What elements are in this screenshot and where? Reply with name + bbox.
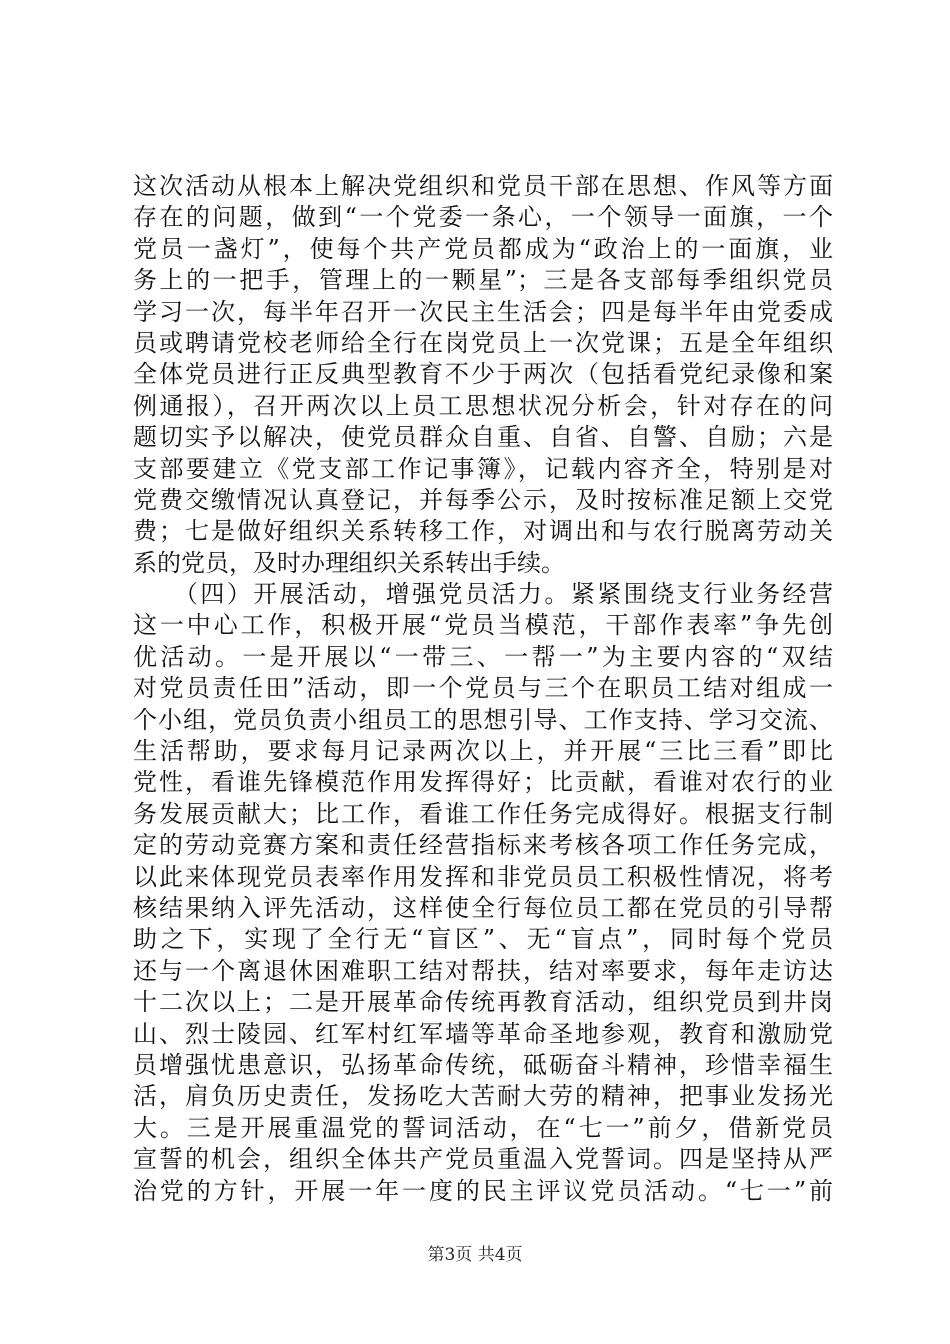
text-line: 定的劳动竞赛方案和责任经营指标来考核各项工作任务完成， bbox=[133, 831, 833, 860]
text-line: 优活动。一是开展以“一带三、一帮一”为主要内容的“双结 bbox=[133, 642, 833, 671]
text-line: 党员一盏灯”，使每个共产党员都成为“政治上的一面旗，业 bbox=[133, 234, 833, 263]
text-line: 治党的方针，开展一年一度的民主评议党员活动。“七一”前 bbox=[133, 1176, 833, 1205]
text-line: 员增强忧患意识，弘扬革命传统，砥砺奋斗精神，珍惜幸福生 bbox=[133, 1050, 833, 1079]
text-line: 务发展贡献大；比工作，看谁工作任务完成得好。根据支行制 bbox=[133, 799, 833, 828]
text-line: 生活帮助，要求每月记录两次以上，并开展“三比三看”即比 bbox=[133, 737, 833, 766]
paragraph-end-line: 系的党员，及时办理组织关系转出手续。 bbox=[133, 548, 565, 577]
text-line: 存在的问题，做到“一个党委一条心，一个领导一面旗，一个 bbox=[133, 203, 833, 232]
text-line: 十二次以上；二是开展革命传统再教育活动，组织党员到井岗 bbox=[133, 988, 833, 1017]
text-line: 宣誓的机会，组织全体共产党员重温入党誓词。四是坚持从严 bbox=[133, 1145, 833, 1174]
paragraph-start-line: （四）开展活动，增强党员活力。紧紧围绕支行业务经营 bbox=[133, 580, 833, 609]
body-text bbox=[133, 171, 833, 1207]
text-line: 这一中心工作，积极开展“党员当模范，干部作表率”争先创 bbox=[133, 611, 833, 640]
text-line: 全体党员进行正反典型教育不少于两次（包括看党纪录像和案 bbox=[133, 360, 833, 389]
text-line: 个小组，党员负责小组员工的思想引导、工作支持、学习交流、 bbox=[133, 705, 833, 734]
text-line: 题切实予以解决，使党员群众自重、自省、自警、自励；六是 bbox=[133, 423, 833, 452]
page-number-footer: 第3页 共4页 bbox=[427, 1245, 523, 1265]
text-line: 助之下，实现了全行无“盲区”、无“盲点”，同时每个党员 bbox=[133, 925, 833, 954]
text-line: 活，肩负历史责任，发扬吃大苦耐大劳的精神，把事业发扬光 bbox=[133, 1082, 833, 1111]
text-line: 学习一次，每半年召开一次民主生活会；四是每半年由党委成 bbox=[133, 297, 833, 326]
text-line: 对党员责任田”活动，即一个党员与三个在职员工结对组成一 bbox=[133, 674, 833, 703]
text-line: 员或聘请党校老师给全行在岗党员上一次党课；五是全年组织 bbox=[133, 328, 833, 357]
text-line: 大。三是开展重温党的誓词活动，在“七一”前夕，借新党员 bbox=[133, 1113, 833, 1142]
text-line: 以此来体现党员表率作用发挥和非党员员工积极性情况，将考 bbox=[133, 862, 833, 891]
text-line: 党费交缴情况认真登记，并每季公示，及时按标准足额上交党 bbox=[133, 485, 833, 514]
text-line: 例通报），召开两次以上员工思想状况分析会，针对存在的问 bbox=[133, 391, 833, 420]
text-line: 支部要建立《党支部工作记事簿》，记载内容齐全，特别是对 bbox=[133, 454, 833, 483]
text-line: 务上的一把手，管理上的一颗星”；三是各支部每季组织党员 bbox=[133, 266, 833, 295]
text-line: 山、烈士陵园、红军村红军墙等革命圣地参观，教育和激励党 bbox=[133, 1019, 833, 1048]
text-line: 党性，看谁先锋模范作用发挥得好；比贡献，看谁对农行的业 bbox=[133, 768, 833, 797]
text-line: 这次活动从根本上解决党组织和党员干部在思想、作风等方面 bbox=[133, 172, 833, 200]
text-line: 核结果纳入评先活动，这样使全行每位员工都在党员的引导帮 bbox=[133, 893, 833, 922]
text-line: 还与一个离退休困难职工结对帮扶，结对率要求，每年走访达 bbox=[133, 956, 833, 985]
text-line: 费；七是做好组织关系转移工作，对调出和与农行脱离劳动关 bbox=[133, 517, 833, 546]
